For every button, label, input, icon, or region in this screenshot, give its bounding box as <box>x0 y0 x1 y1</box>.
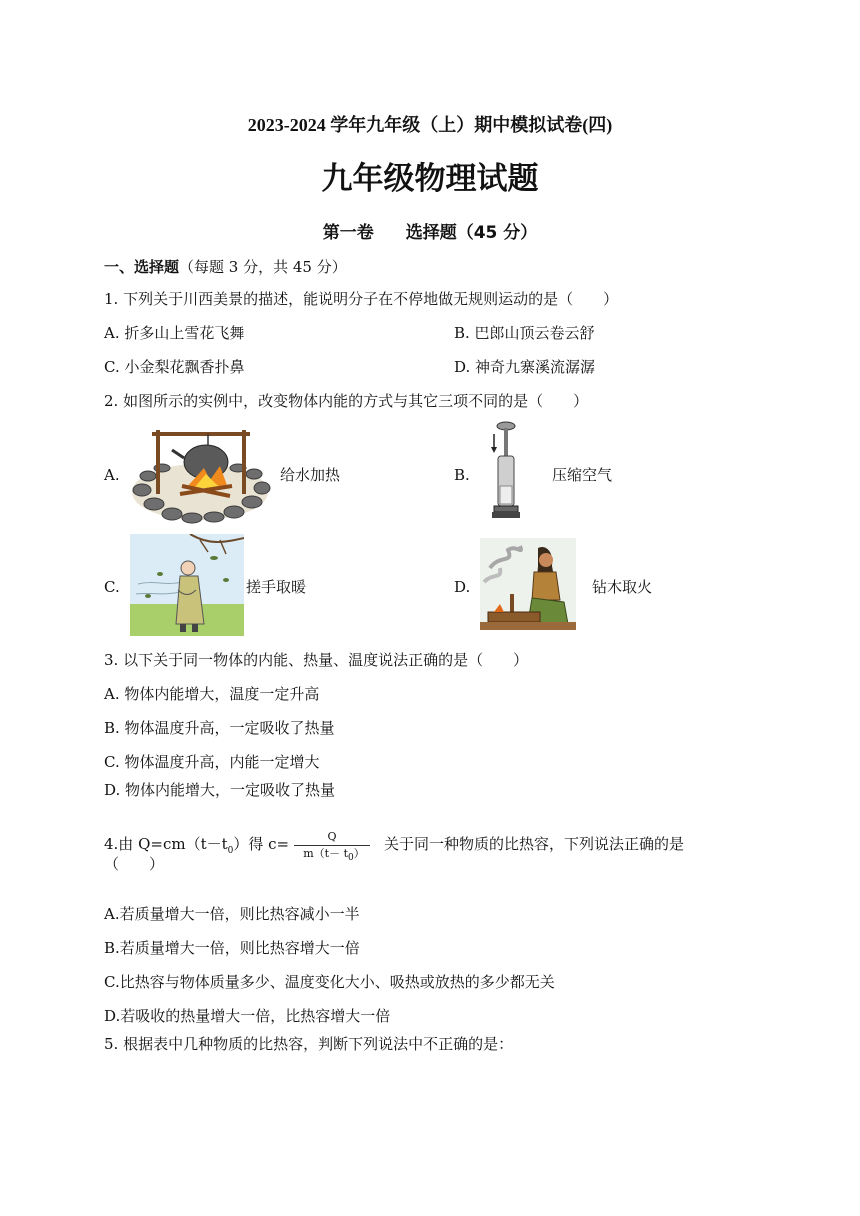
fraction-denominator: $m(t- t_0)$ <box>303 847 365 864</box>
question-2-stem: 2. 如图所示的实例中，改变物体内能的方式与其它三项不同的是（ ） <box>104 392 589 410</box>
fraction-numerator: Q <box>327 830 337 843</box>
question-3-option-b: B. 物体温度升高，一定吸收了热量 <box>104 719 335 737</box>
question-3-option-d: D. 物体内能增大，一定吸收了热量 <box>104 781 336 799</box>
section-heading <box>104 258 347 276</box>
question-3-stem: 3. 以下关于同一物体的内能、热量、温度说法正确的是（ ） <box>104 651 529 669</box>
question-1-option-d: D. 神奇九寨溪流潺潺 <box>454 358 596 376</box>
fraction-bar <box>294 845 370 846</box>
question-2-option-c-letter: C. <box>104 578 120 596</box>
air-compression-cylinder-icon <box>490 420 522 524</box>
question-1-option-c: C. 小金梨花飘香扑鼻 <box>104 358 245 376</box>
question-5-stem: 5. 根据表中几种物质的比热容，判断下列说法中不正确的是： <box>104 1035 514 1053</box>
drilling-wood-fire-icon <box>480 538 576 630</box>
question-2-option-c-caption: 搓手取暖 <box>246 578 307 596</box>
question-4-option-d: D.若吸收的热量增大一倍，比热容增大一倍 <box>104 1007 391 1025</box>
question-4-option-c: C.比热容与物体质量多少、温度变化大小、吸热或放热的多少都无关 <box>104 973 555 991</box>
question-3-option-c: C. 物体温度升高，内能一定增大 <box>104 753 320 771</box>
question-1-option-a: A. 折多山上雪花飞舞 <box>104 324 245 342</box>
question-3-option-a: A. 物体内能增大，温度一定升高 <box>104 685 320 703</box>
part-name: 选择题（45 分） <box>405 223 538 243</box>
rubbing-hands-person-icon <box>130 534 244 636</box>
question-2-option-b-letter: B. <box>454 466 470 484</box>
question-4-stem-suffix: 关于同一种物质的比热容，下列说法正确的是 <box>384 835 685 853</box>
section-title: 一、选择题 <box>104 258 180 276</box>
part-heading <box>0 224 860 242</box>
question-1-stem: 1. 下列关于川西美景的描述，能说明分子在不停地做无规则运动的是（ ） <box>104 290 619 308</box>
campfire-kettle-icon <box>128 424 272 524</box>
question-4-option-a: A.若质量增大一倍，则比热容减小一半 <box>104 905 360 923</box>
specific-heat-formula-fraction <box>294 830 374 864</box>
section-note: （每题 3 分，共 45 分） <box>179 258 347 276</box>
question-4-option-b: B.若质量增大一倍，则比热容增大一倍 <box>104 939 360 957</box>
question-1-option-b: B. 巴郎山顶云卷云舒 <box>454 324 595 342</box>
exam-title: 2023-2024 学年九年级（上）期中模拟试卷(四) <box>247 115 613 135</box>
question-2-option-d-caption: 钻木取火 <box>592 578 653 596</box>
question-2-option-d-letter: D. <box>454 578 471 596</box>
subject-title: 九年级物理试题 <box>321 161 539 197</box>
question-4-answer-blank: （ ） <box>104 855 165 873</box>
question-2-option-b-caption: 压缩空气 <box>552 466 613 484</box>
question-2-option-a-caption: 给水加热 <box>280 466 341 484</box>
question-4-stem-prefix: 4.由 $Q=cm(t-t_0)$得 c= <box>104 835 290 856</box>
part-label: 第一卷 <box>322 223 374 243</box>
question-2-option-a-letter: A. <box>104 466 120 484</box>
